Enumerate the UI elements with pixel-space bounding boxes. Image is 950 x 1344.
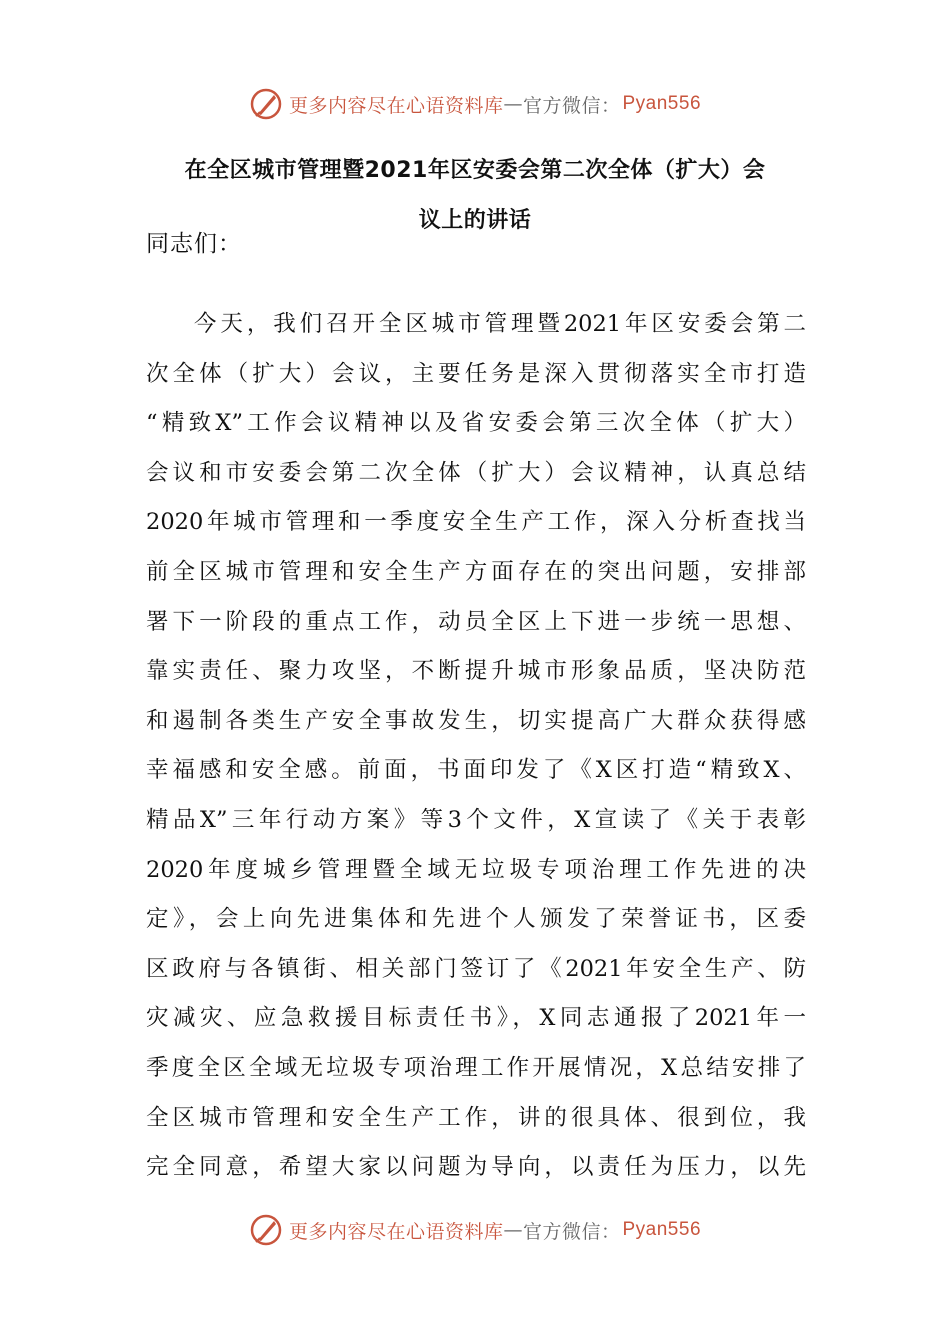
body-paragraph xyxy=(146,300,806,1193)
paragraph-line: 2020年度城乡管理暨全域无垃圾专项治理工作先进的决 xyxy=(146,856,806,883)
watermark-official-label: 官方微信： xyxy=(522,1220,621,1243)
title-line-2: 议上的讲话 xyxy=(418,208,532,233)
paragraph-line: 全区城市管理和安全生产工作，讲的很具体、很到位，我 xyxy=(146,1104,806,1131)
quill-logo-icon xyxy=(249,87,283,121)
salutation: 同志们： xyxy=(146,231,242,257)
watermark-separator: — xyxy=(503,1219,523,1241)
paragraph-line: 前全区城市管理和安全生产方面存在的突出问题，安排部 xyxy=(146,558,806,585)
watermark-wechat-id: Pyan556 xyxy=(622,1219,702,1240)
watermark-brand-text: 更多内容尽在心语资料库 xyxy=(288,94,504,117)
title-line-1: 在全区城市管理暨2021年区安委会第二次全体（扩大）会 xyxy=(184,158,766,183)
footer-watermark xyxy=(0,1210,950,1250)
paragraph-line: “精致X”工作会议精神以及省安委会第三次全体（扩大） xyxy=(146,410,806,437)
paragraph-line: 完全同意，希望大家以问题为导向，以责任为压力，以先 xyxy=(146,1154,806,1181)
paragraph-line: 2020年城市管理和一季度安全生产工作，深入分析查找当 xyxy=(146,509,806,536)
quill-logo-icon xyxy=(249,1213,283,1247)
paragraph-line: 季度全区全域无垃圾专项治理工作开展情况，X总结安排了 xyxy=(146,1054,806,1081)
paragraph-line: 靠实责任、聚力攻坚，不断提升城市形象品质，坚决防范 xyxy=(146,658,806,685)
paragraph-line: 会议和市安委会第二次全体（扩大）会议精神，认真总结 xyxy=(146,459,806,486)
header-watermark xyxy=(0,84,950,124)
paragraph-line: 和遏制各类生产安全事故发生，切实提高广大群众获得感 xyxy=(146,707,806,734)
paragraph-line: 次全体（扩大）会议，主要任务是深入贯彻落实全市打造 xyxy=(146,360,806,387)
watermark-separator: — xyxy=(503,93,523,115)
paragraph-line: 灾减灾、应急救援目标责任书》，X同志通报了2021年一 xyxy=(146,1005,806,1032)
paragraph-line: 精品X”三年行动方案》等3个文件，X宣读了《关于表彰 xyxy=(146,806,806,833)
paragraph-line: 定》，会上向先进集体和先进个人颁发了荣誉证书，区委 xyxy=(146,906,806,933)
paragraph-line: 署下一阶段的重点工作，动员全区上下进一步统一思想、 xyxy=(146,608,806,635)
paragraph-line: 今天，我们召开全区城市管理暨2021年区安委会第二 xyxy=(194,311,806,337)
paragraph-line: 区政府与各镇街、相关部门签订了《2021年安全生产、防 xyxy=(146,955,806,982)
watermark-brand-text: 更多内容尽在心语资料库 xyxy=(288,1220,504,1243)
watermark-wechat-id: Pyan556 xyxy=(622,93,702,114)
paragraph-line: 幸福感和安全感。前面，书面印发了《X区打造“精致X、 xyxy=(146,757,806,784)
watermark-official-label: 官方微信： xyxy=(522,94,621,117)
